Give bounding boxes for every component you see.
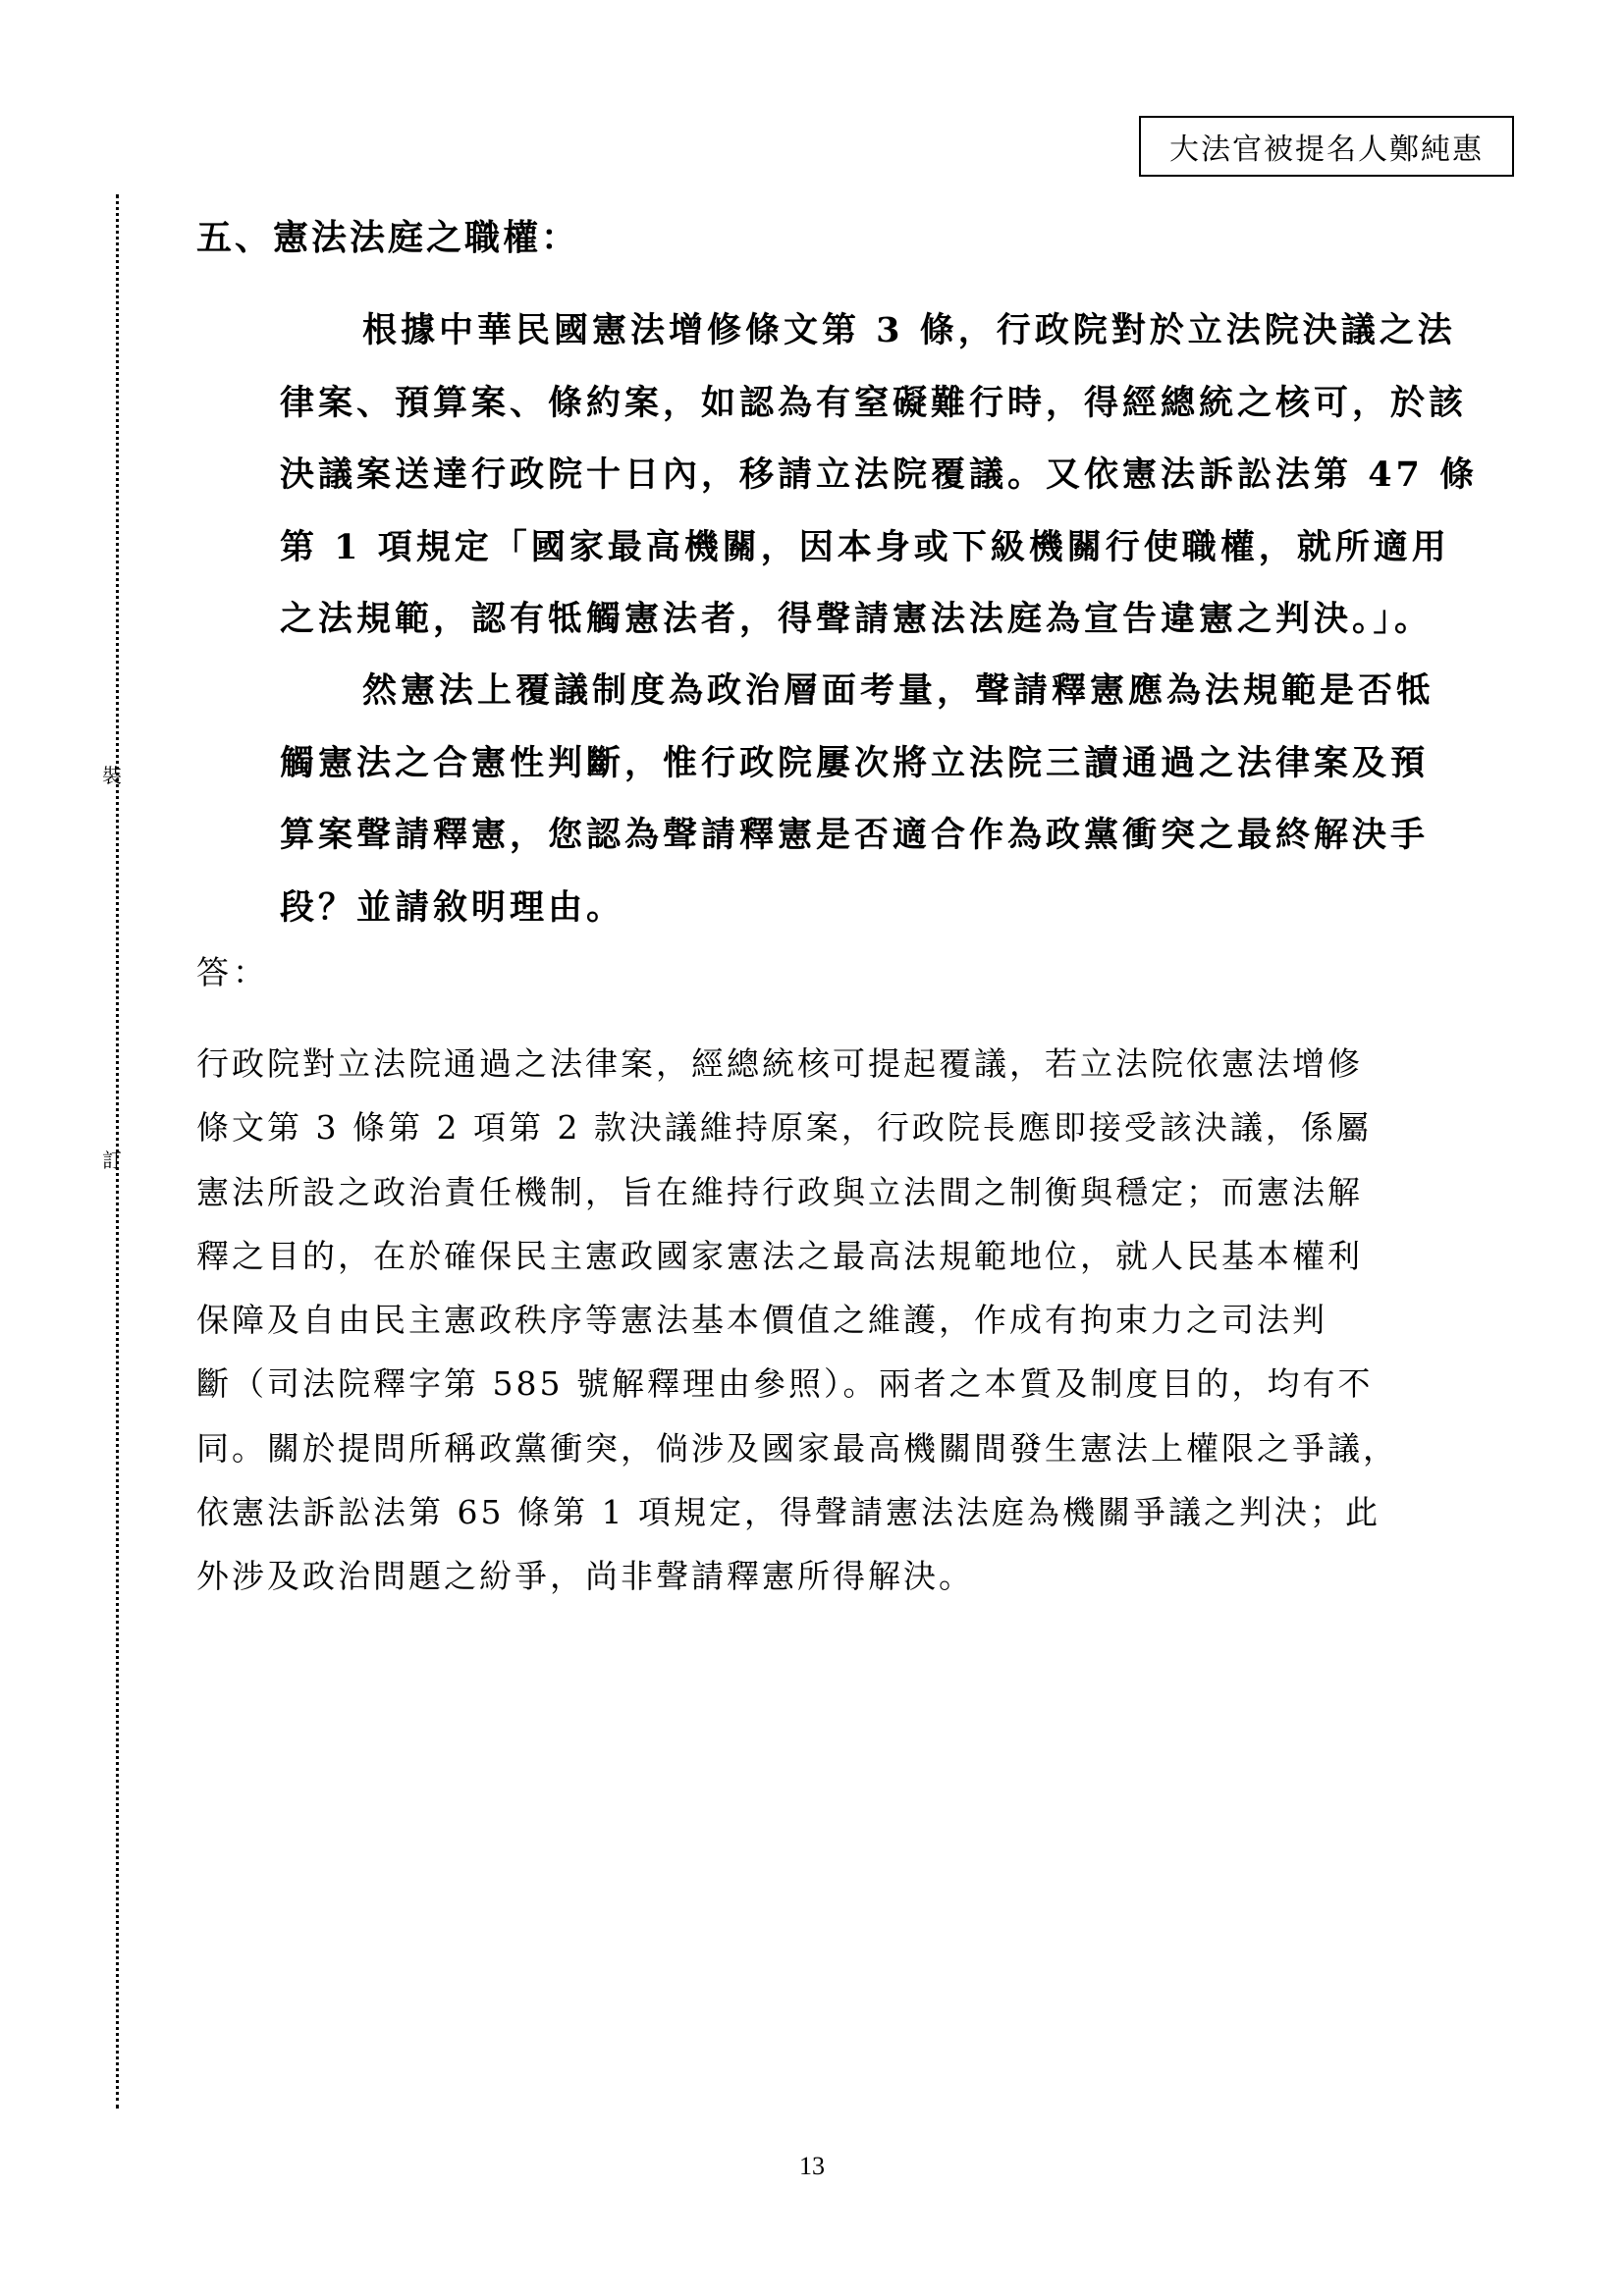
binding-mark-ding: 訂 xyxy=(102,1148,122,1172)
question-line: 然憲法上覆議制度為政治層面考量，聲請釋憲應為法規範是否牴 xyxy=(362,670,1435,711)
answer-line: 憲法所設之政治責任機制，旨在維持行政與立法間之制衡與穩定；而憲法解 xyxy=(196,1172,1363,1211)
answer-line: 外涉及政治問題之紛爭，尚非聲請釋憲所得解決。 xyxy=(196,1557,974,1596)
question-line: 第 1 項規定「國家最高機關，因本身或下級機關行使職權，就所適用 xyxy=(280,526,1450,567)
answer-line: 斷（司法院釋字第 585 號解釋理由參照）。兩者之本質及制度目的，均有不 xyxy=(196,1364,1374,1404)
answer-label: 答： xyxy=(196,953,269,991)
answer-paragraph xyxy=(196,1032,1473,1609)
question-line: 律案、預算案、條約案，如認為有窒礙難行時，得經總統之核可，於該 xyxy=(280,382,1468,423)
nominee-label: 大法官被提名人鄭純惠 xyxy=(1169,133,1484,167)
question-line: 根據中華民國憲法增修條文第 3 條，行政院對於立法院決議之法 xyxy=(362,310,1456,350)
page-number: 13 xyxy=(799,2152,825,2180)
binding-mark-zhuang: 裝 xyxy=(102,764,122,787)
question-line: 之法規範，認有牴觸憲法者，得聲請憲法法庭為宣告違憲之判決。」。 xyxy=(280,599,1434,639)
question-line: 決議案送達行政院十日內，移請立法院覆議。又依憲法訴訟法第 47 條 xyxy=(280,454,1479,495)
nominee-header-box xyxy=(1139,116,1514,177)
answer-line: 依憲法訴訟法第 65 條第 1 項規定，得聲請憲法法庭為機關爭議之判決；此 xyxy=(196,1493,1380,1532)
answer-line: 保障及自由民主憲政秩序等憲法基本價值之維護，作成有拘束力之司法判 xyxy=(196,1301,1327,1340)
question-paragraph-2 xyxy=(280,655,1458,943)
question-line: 觸憲法之合憲性判斷，惟行政院屢次將立法院三讀通過之法律案及預 xyxy=(280,742,1430,783)
answer-line: 行政院對立法院通過之法律案，經總統核可提起覆議，若立法院依憲法增修 xyxy=(196,1044,1363,1083)
question-line: 算案聲請釋憲，您認為聲請釋憲是否適合作為政黨衝突之最終解決手 xyxy=(280,815,1430,855)
answer-line: 釋之目的，在於確保民主憲政國家憲法之最高法規範地位，就人民基本權利 xyxy=(196,1236,1363,1275)
question-line: 段？並請敘明理由。 xyxy=(280,886,625,928)
answer-line: 條文第 3 條第 2 項第 2 款決議維持原案，行政院長應即接受該決議，係屬 xyxy=(196,1108,1372,1148)
section-title: 五、憲法法庭之職權： xyxy=(196,217,580,258)
answer-line: 同。關於提問所稱政黨衝突，倘涉及國家最高機關間發生憲法上權限之爭議， xyxy=(196,1428,1398,1468)
question-paragraph-1 xyxy=(280,294,1479,656)
